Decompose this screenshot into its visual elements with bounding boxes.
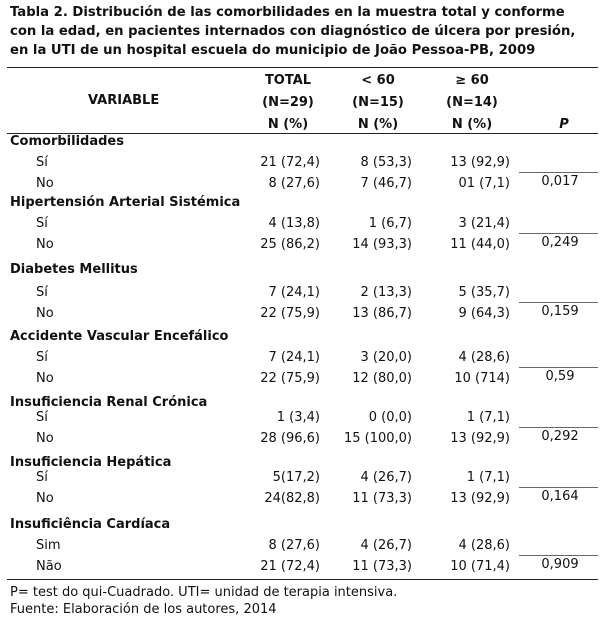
group-heading: Insuficiencia Renal Crónica [10, 395, 208, 410]
header-lt60-n: (N=15) [352, 95, 404, 110]
header-total: TOTAL [264, 73, 312, 88]
row-label: No [36, 371, 54, 386]
cell-lt60: 1 (6,7) [368, 216, 412, 231]
header-ge60-n: (N=14) [446, 95, 498, 110]
p-separator [519, 302, 598, 303]
cell-lt60: 0 (0,0) [368, 410, 412, 425]
cell-lt60: 12 (80,0) [352, 371, 412, 386]
header-ge60: ≥ 60 [455, 73, 489, 88]
cell-p: 0,292 [541, 429, 579, 444]
cell-ge60: 5 (35,7) [458, 285, 510, 300]
cell-p: 0,59 [545, 369, 575, 384]
title-line: con la edad, en pacientes internados con diagnóstico de úlcera por presión, [10, 24, 576, 39]
row-label: Sí [36, 350, 48, 365]
cell-total: 22 (75,9) [260, 306, 320, 321]
p-separator [519, 233, 598, 234]
cell-p: 0,159 [541, 304, 579, 319]
cell-p: 0,909 [541, 557, 579, 572]
cell-total: 4 (13,8) [268, 216, 320, 231]
cell-lt60: 11 (73,3) [352, 559, 412, 574]
group-heading: Diabetes Mellitus [10, 262, 138, 277]
cell-lt60: 14 (93,3) [352, 237, 412, 252]
cell-ge60: 4 (28,6) [458, 350, 510, 365]
title-line: Tabla 2. Distribución de las comorbilidades en la muestra total y conforme [10, 5, 565, 20]
cell-total: 1 (3,4) [276, 410, 320, 425]
header-variable: VARIABLE [88, 93, 160, 108]
row-label: No [36, 491, 54, 506]
cell-ge60: 3 (21,4) [458, 216, 510, 231]
cell-lt60: 4 (26,7) [360, 538, 412, 553]
row-label: Sí [36, 410, 48, 425]
cell-total: 24(82,8) [264, 491, 320, 506]
cell-lt60: 8 (53,3) [360, 155, 412, 170]
group-heading: Insuficiência Cardíaca [10, 517, 171, 532]
title-line: en la UTI de un hospital escuela do municipio de João Pessoa-PB, 2009 [10, 43, 536, 58]
row-label: No [36, 237, 54, 252]
cell-lt60: 13 (86,7) [352, 306, 412, 321]
cell-p: 0,164 [541, 489, 579, 504]
header-p: P [559, 117, 569, 132]
cell-ge60: 11 (44,0) [450, 237, 510, 252]
row-label: Sí [36, 216, 48, 231]
row-label: Sim [36, 538, 61, 553]
cell-lt60: 7 (46,7) [360, 176, 412, 191]
cell-total: 22 (75,9) [260, 371, 320, 386]
cell-lt60: 2 (13,3) [360, 285, 412, 300]
cell-ge60: 01 (7,1) [458, 176, 510, 191]
cell-p: 0,249 [541, 235, 579, 250]
cell-ge60: 13 (92,9) [450, 431, 510, 446]
row-label: No [36, 306, 54, 321]
cell-ge60: 10 (71,4) [450, 559, 510, 574]
group-heading: Comorbilidades [10, 134, 124, 149]
cell-lt60: 15 (100,0) [343, 431, 412, 446]
source-note: Fuente: Elaboración de los autores, 2014 [10, 602, 277, 617]
cell-ge60: 1 (7,1) [466, 410, 510, 425]
p-separator [519, 172, 598, 173]
cell-ge60: 4 (28,6) [458, 538, 510, 553]
cell-ge60: 9 (64,3) [458, 306, 510, 321]
cell-total: 8 (27,6) [268, 538, 320, 553]
row-label: Sí [36, 285, 48, 300]
p-separator [519, 487, 598, 488]
row-label: No [36, 431, 54, 446]
cell-p: 0,017 [541, 174, 579, 189]
bottom-rule [7, 579, 598, 580]
cell-total: 21 (72,4) [260, 155, 320, 170]
p-separator [519, 427, 598, 428]
cell-ge60: 10 (714) [454, 371, 510, 386]
p-separator [519, 367, 598, 368]
cell-lt60: 3 (20,0) [360, 350, 412, 365]
cell-lt60: 4 (26,7) [360, 470, 412, 485]
cell-ge60: 13 (92,9) [450, 155, 510, 170]
group-heading: Insuficiencia Hepática [10, 455, 172, 470]
header-total-npct: N (%) [267, 117, 309, 132]
cell-total: 21 (72,4) [260, 559, 320, 574]
header-lt60-npct: N (%) [357, 117, 399, 132]
p-separator [519, 555, 598, 556]
cell-total: 7 (24,1) [268, 350, 320, 365]
header-total-n: (N=29) [262, 95, 314, 110]
row-label: No [36, 176, 54, 191]
cell-total: 5(17,2) [272, 470, 320, 485]
footnote: P= test do qui-Cuadrado. UTI= unidad de terapia intensiva. [10, 585, 398, 600]
row-label: Não [36, 559, 62, 574]
top-rule [7, 67, 598, 68]
cell-total: 8 (27,6) [268, 176, 320, 191]
cell-ge60: 1 (7,1) [466, 470, 510, 485]
cell-ge60: 13 (92,9) [450, 491, 510, 506]
cell-total: 25 (86,2) [260, 237, 320, 252]
group-heading: Hipertensión Arterial Sistémica [10, 195, 241, 210]
cell-lt60: 11 (73,3) [352, 491, 412, 506]
cell-total: 28 (96,6) [260, 431, 320, 446]
group-heading: Accidente Vascular Encefálico [10, 329, 229, 344]
cell-total: 7 (24,1) [268, 285, 320, 300]
header-ge60-npct: N (%) [451, 117, 493, 132]
table-title [10, 3, 600, 60]
header-lt60: < 60 [361, 73, 395, 88]
row-label: Sí [36, 155, 48, 170]
row-label: Sí [36, 470, 48, 485]
